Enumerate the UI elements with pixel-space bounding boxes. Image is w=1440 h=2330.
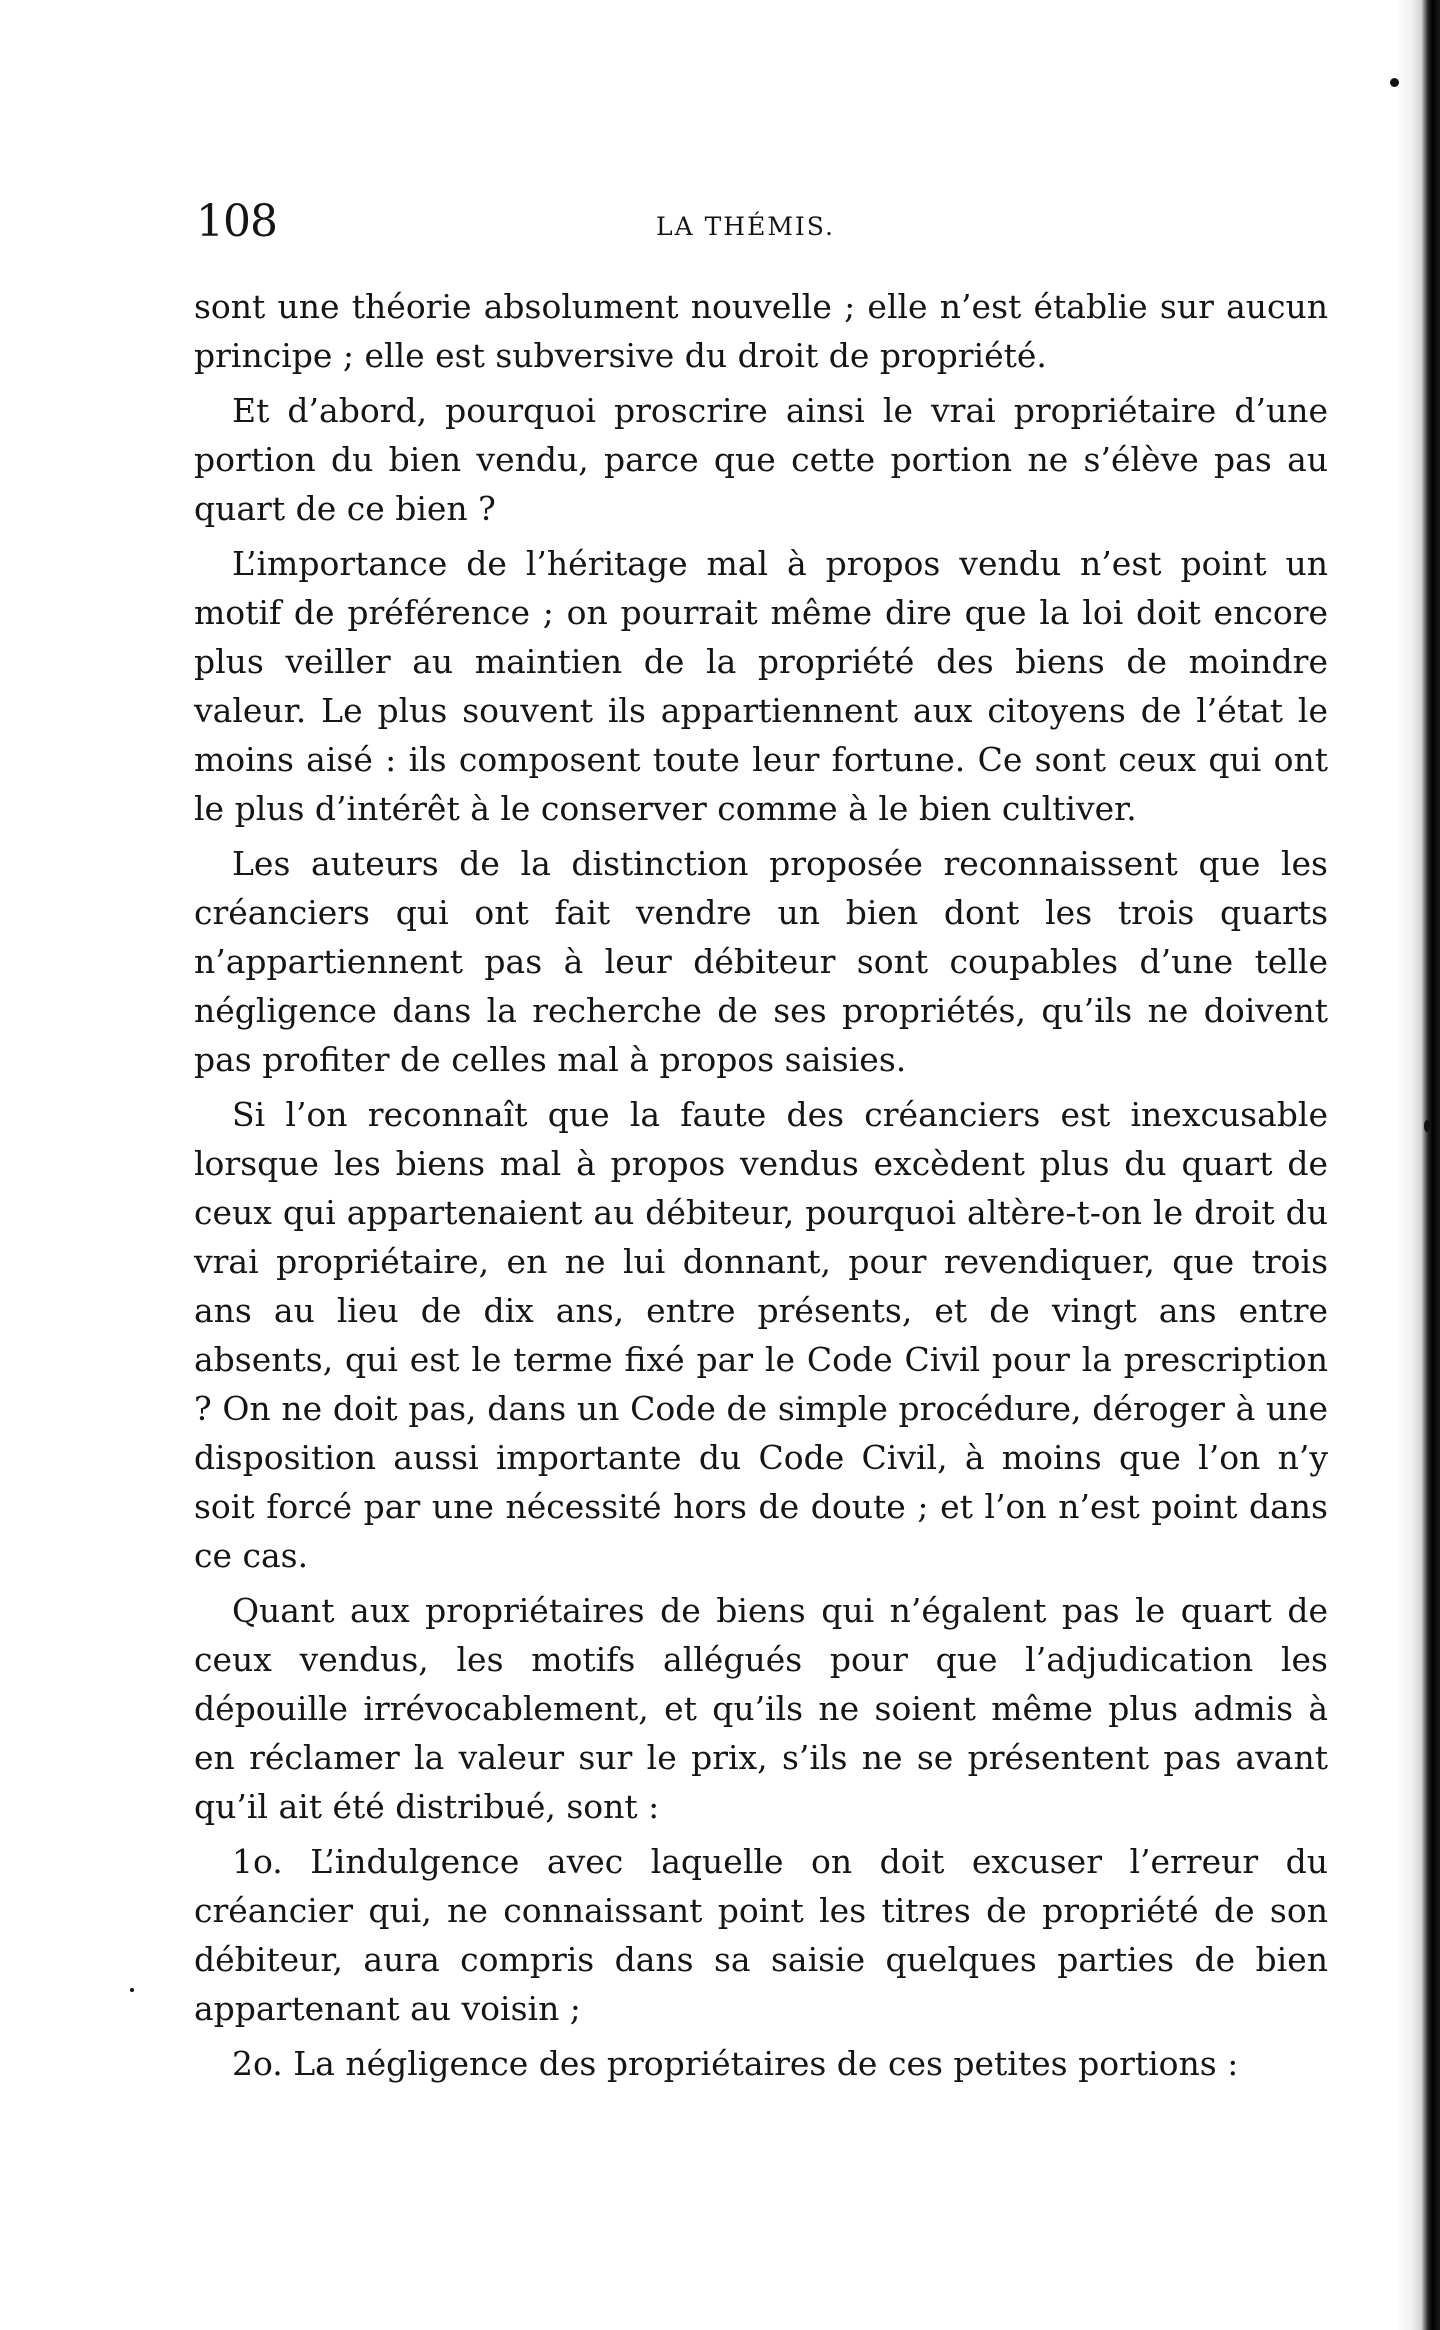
paragraph: Si l’on reconnaît que la faute des créanciers est inexcusable lorsque les biens mal à propos vendus excèdent plus du quart de ceux qui appartenaient au débiteur, pourquoi altère-t-on le droit du vrai propriétaire, en ne lui donnant, pour revendiquer, que trois ans au lieu de dix ans, entre présents, et de vingt ans entre absents, qui est le terme fixé par le Code Civil pour la prescription ? On ne doit pas, dans un Code de simple procédure, déroger à une disposition aussi importante du Code Civil, à moins que l’on n’y soit forcé par une nécessité hors de doute ; et l’on n’est point dans ce cas. (194, 1095, 1328, 1575)
ink-speck (1424, 1120, 1430, 1132)
paragraph: Quant aux propriétaires de biens qui n’égalent pas le quart de ceux vendus, les motifs allégués pour que l’adjudication les dépouille irrévocablement, et qu’ils ne soient même plus admis à en réclamer la valeur sur le prix, s’ils ne se présentent pas avant qu’il ait été distribué, sont : (194, 1591, 1328, 1826)
binding-edge (1422, 0, 1440, 2330)
body-text (194, 282, 1328, 2094)
page-header (196, 196, 1324, 256)
running-title: LA THÉMIS. (656, 212, 835, 241)
paragraph: L’importance de l’héritage mal à propos vendu n’est point un motif de préférence ; on pourrait même dire que la loi doit encore plus veiller au maintien de la propriété des biens de moindre valeur. Le plus souvent ils appartiennent aux citoyens de l’état le moins aisé : ils composent toute leur fortune. Ce sont ceux qui ont le plus d’intérêt à le conserver comme à le bien cultiver. (194, 544, 1328, 828)
paragraph: 1o. L’indulgence avec laquelle on doit excuser l’erreur du créancier qui, ne connaissant point les titres de propriété de son débiteur, aura compris dans sa saisie quelques parties de bien appartenant au voisin ; (194, 1842, 1328, 2028)
paragraph: sont une théorie absolument nouvelle ; elle n’est établie sur aucun principe ; elle est subversive du droit de propriété. (194, 287, 1328, 375)
page-number: 108 (196, 196, 277, 247)
paragraph: 2o. La négligence des propriétaires de ces petites portions : (232, 2044, 1239, 2083)
paragraph: Et d’abord, pourquoi proscrire ainsi le vrai propriétaire d’une portion du bien vendu, parce que cette portion ne s’élève pas au quart de ce bien ? (194, 391, 1328, 528)
binding-shadow (1396, 0, 1422, 2330)
ink-speck (130, 1988, 134, 1992)
ink-speck (1390, 78, 1399, 87)
paragraph: Les auteurs de la distinction proposée reconnaissent que les créanciers qui ont fait vendre un bien dont les trois quarts n’appartiennent pas à leur débiteur sont coupables d’une telle négligence dans la recherche de ses propriétés, qu’ils ne doivent pas profiter de celles mal à propos saisies. (194, 844, 1328, 1079)
